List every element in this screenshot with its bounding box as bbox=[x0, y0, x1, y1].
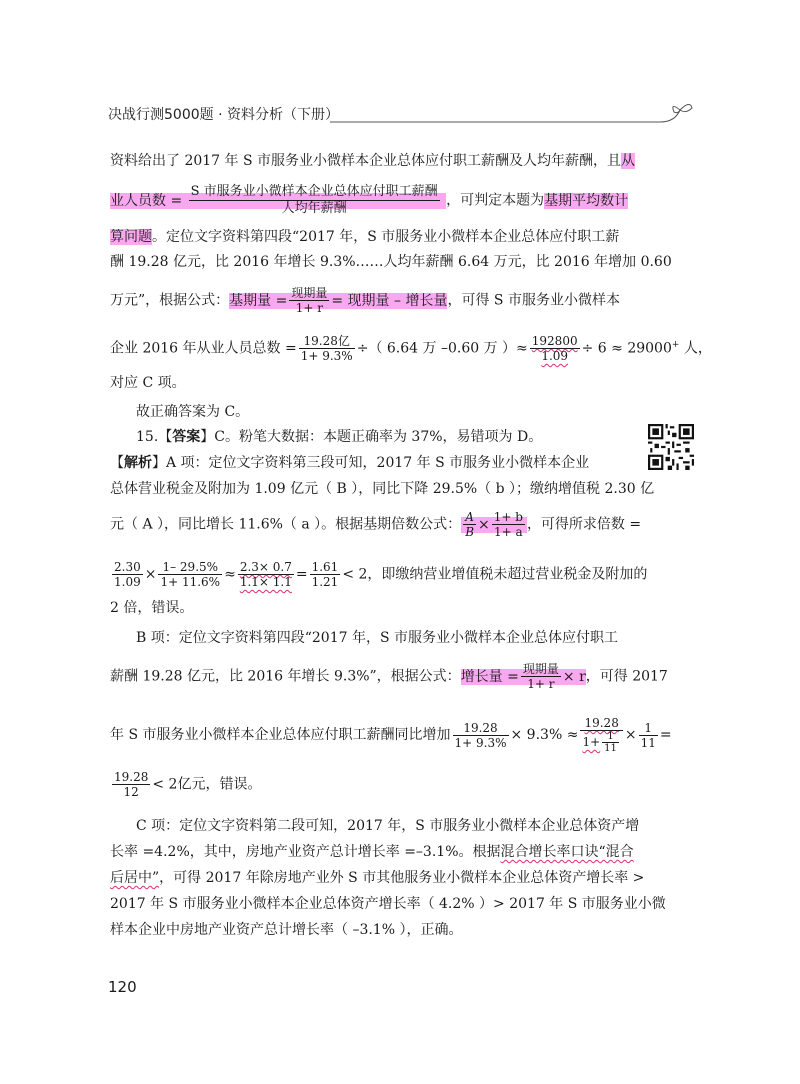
text-line: 薪酬 19.28 亿元，比 2016 年增长 9.3%”，根据公式：增长量 = $\frac{\text{现期量}}{1+ r}$ × r，可得 2017 bbox=[110, 662, 668, 691]
analysis-line: 【解析】A 项：定位文字资料第三段可知，2017 年 S 市服务业小微样本企业 bbox=[110, 455, 590, 471]
highlighted-formula: $\frac{A}{B}$ × $\frac{1+ b}{1+ a}$ bbox=[461, 517, 527, 533]
fraction: $\frac{2.30}{1.09}$ bbox=[114, 560, 141, 589]
text-line: B 项：定位文字资料第四段“2017 年，S 市服务业小微样本企业总体应付职工 bbox=[136, 630, 619, 646]
text-line: 元（ A ），同比增长 11.6%（ a ）。根据基期倍数公式： $\frac{A}{B}$ × $\frac{1+ b}{1+ a}$ ，可得所求倍数 = bbox=[110, 510, 642, 539]
text-line: 算问题。定位文字资料第四段“2017 年，S 市服务业小微样本企业总体应付职工薪 bbox=[110, 229, 620, 245]
text-line: 样本企业中房地产业资产总计增长率（ –3.1% ），正确。 bbox=[110, 922, 463, 938]
text-line: 总体营业税金及附加为 1.09 亿元（ B ），同比下降 29.5%（ b ）；缴纳增值税 2.30 亿 bbox=[110, 481, 655, 497]
fraction: $\frac{A}{B}$ bbox=[465, 510, 475, 539]
fraction: $\frac{19.28}{1+ 9.3\%}$ bbox=[454, 720, 507, 750]
text-line: C 项：定位文字资料第二段可知，2017 年，S 市服务业小微样本企业总体资产增 bbox=[136, 818, 640, 834]
text-line: $\frac{2.30}{1.09}$ × $\frac{1- 29.5\%}{1+ 11.6\%}$ ≈ $\frac{2.3\times 0.7}{1.1\times 1.1}$ = $\frac{1.61}{1.21}$ < 2，即缴纳营业增值税未超过营业税金及附加的 bbox=[114, 560, 648, 589]
text-line: 万元”，根据公式：基期量 = $\frac{\text{现期量}}{1+ r}$ = 现期量 – 增长量，可得 S 市服务业小微样本 bbox=[110, 286, 620, 315]
fraction: $\frac{\text{现期量}}{1+ r}$ bbox=[291, 286, 328, 315]
fraction: $\frac{1.61}{1.21}$ bbox=[311, 560, 339, 589]
text-line: 年 S 市服务业小微样本企业总体应付职工薪酬同比增加 $\frac{19.28}{1+ 9.3\%}$ × 9.3% ≈ 19.28 1+ $\frac{1}{11}$ × $\frac{1}{11}$ = bbox=[110, 716, 672, 754]
highlighted-formula: 基期量 = $\frac{\text{现期量}}{1+ r}$ = 现期量 – 增长量 bbox=[229, 286, 448, 315]
running-header bbox=[108, 100, 693, 130]
sprout-leaf-icon bbox=[673, 106, 680, 112]
fraction: $\frac{1+ b}{1+ a}$ bbox=[493, 510, 523, 539]
text-line: 资料给出了 2017 年 S 市服务业小微样本企业总体应付职工薪酬及人均年薪酬，且从 bbox=[110, 153, 636, 169]
text-line: 故正确答案为 C。 bbox=[136, 404, 250, 420]
text-line: 后居中”，可得 2017 年除房地产业外 S 市其他服务业小微样本企业总体资产增长率 > bbox=[110, 870, 645, 886]
header-rule-with-sprout bbox=[330, 100, 693, 130]
header-title: 决战行测5000题 · 资料分析（下册） bbox=[108, 107, 339, 123]
fraction: $\frac{\text{S 市服务业小微样本企业总体应付职工薪酬}}{\text{人均年薪酬}}$ bbox=[190, 184, 438, 216]
fraction: 19.28 1+ $\frac{1}{11}$ bbox=[580, 716, 622, 754]
text-line: 长率 =4.2%，其中，房地产业资产总计增长率 =–3.1%。根据混合增长率口诀“混合 bbox=[110, 844, 634, 860]
fraction: $\frac{19.28}{12}$ bbox=[114, 770, 149, 799]
answer-line: 15.【答案】C。粉笔大数据：本题正确率为 37%，易错项为 D。 bbox=[136, 429, 543, 445]
text-line: 2 倍，错误。 bbox=[110, 600, 194, 616]
fraction: $\frac{\text{现期量}}{1+ r}$ bbox=[522, 662, 559, 691]
highlighted-formula: 增长量 = $\frac{\text{现期量}}{1+ r}$ × r bbox=[460, 662, 586, 691]
fraction: $\frac{\text{19.28亿}}{1+ 9.3\%}$ bbox=[300, 334, 353, 363]
text-line: 2017 年 S 市服务业小微样本企业总体资产增长率（ 4.2% ）> 2017 年 S 市服务业小微 bbox=[110, 896, 666, 912]
page-number: 120 bbox=[108, 978, 137, 996]
text-line: 业人员数 = $\frac{\text{S 市服务业小微样本企业总体应付职工薪酬}}{\text{人均年薪酬}}$ ，可判定本题为基期平均数计 bbox=[110, 184, 629, 216]
text-line: 对应 C 项。 bbox=[110, 375, 186, 391]
fraction: $\frac{192800}{1.09}$ bbox=[531, 334, 578, 363]
text-line: 企业 2016 年从业人员总数 = $\frac{\text{19.28亿}}{1+ 9.3\%}$ ÷（ 6.64 万 –0.60 万 ）≈ $\frac{192800}{1.09}$ ÷ 6 ≈ 29000+ 人， bbox=[110, 334, 712, 363]
qr-code-icon[interactable] bbox=[648, 424, 694, 470]
text-line: $\frac{19.28}{12}$ < 2亿元，错误。 bbox=[114, 770, 262, 799]
fraction: $\frac{1- 29.5\%}{1+ 11.6\%}$ bbox=[160, 560, 221, 589]
text-line: 酬 19.28 亿元，比 2016 年增长 9.3%……人均年薪酬 6.64 万元，比 2016 年增加 0.60 bbox=[110, 254, 672, 270]
highlighted-formula: 业人员数 = $\frac{\text{S 市服务业小微样本企业总体应付职工薪酬}}{\text{人均年薪酬}}$ bbox=[110, 193, 446, 209]
fraction: $\frac{2.3\times 0.7}{1.1\times 1.1}$ bbox=[239, 560, 292, 589]
fraction: $\frac{1}{11}$ bbox=[640, 720, 656, 750]
